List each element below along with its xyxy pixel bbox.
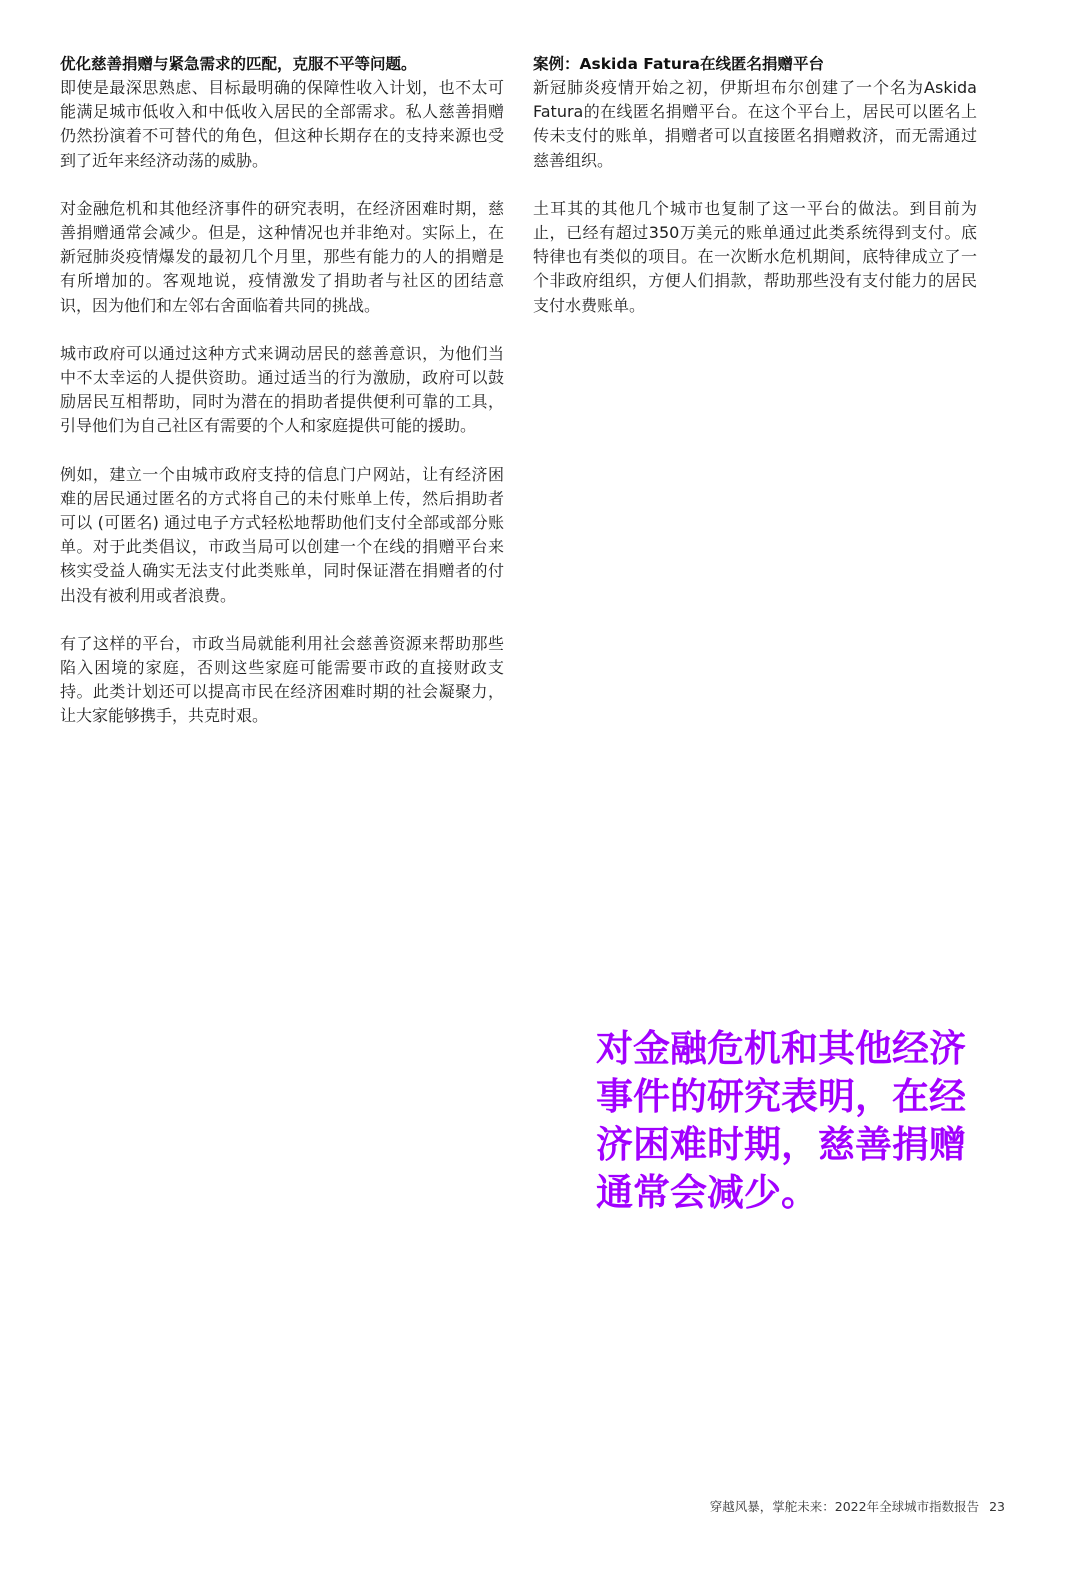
footer-report-title: 穿越风暴，掌舵未来：2022年全球城市指数报告 <box>709 1499 980 1514</box>
body-paragraph: 城市政府可以通过这种方式来调动居民的慈善意识，为他们当中不太幸运的人提供资助。通过适当的行为激励，政府可以鼓励居民互相帮助，同时为潜在的捐助者提供便利可靠的工具，引导他们为自己社区有需要的个人和家庭提供可能的援助。 <box>60 343 504 436</box>
page-footer <box>710 1497 1005 1515</box>
body-paragraph: 即使是最深思熟虑、目标最明确的保障性收入计划，也不太可能满足城市低收入和中低收入居民的全部需求。私人慈善捐赠仍然扮演着不可替代的角色，但这种长期存在的支持来源也受到了近年来经济动荡的威胁。 <box>60 78 504 170</box>
body-paragraph: 例如，建立一个由城市政府支持的信息门户网站，让有经济困难的居民通过匿名的方式将自己的未付账单上传，然后捐助者可以 (可匿名) 通过电子方式轻松地帮助他们支付全部或部分账单。对于此类倡议，市政当局可以创建一个在线的捐赠平台来核实受益人确实无法支付此类账单，同时保证潜在捐赠者的付出没有被利用或者浪费。 <box>60 464 504 605</box>
case-study-paragraph: 土耳其的其他几个城市也复制了这一平台的做法。到目前为止，已经有超过350万美元的账单通过此类系统得到支付。底特律也有类似的项目。在一次断水危机期间，底特律成立了一个非政府组织，方便人们捐款，帮助那些没有支付能力的居民支付水费账单。 <box>533 198 977 315</box>
left-column <box>60 52 504 753</box>
pull-quote: 对金融危机和其他经济事件的研究表明，在经济困难时期，慈善捐赠通常会减少。 <box>596 1027 966 1214</box>
body-paragraph: 对金融危机和其他经济事件的研究表明，在经济困难时期，慈善捐赠通常会减少。但是，这种情况也并非绝对。实际上，在新冠肺炎疫情爆发的最初几个月里，那些有能力的人的捐赠是有所增加的。客观地说，疫情激发了捐助者与社区的团结意识，因为他们和左邻右舍面临着共同的挑战。 <box>60 198 504 315</box>
page-number: 23 <box>989 1499 1005 1514</box>
case-study-paragraph: 新冠肺炎疫情开始之初，伊斯坦布尔创建了一个名为Askida Fatura的在线匿名捐赠平台。在这个平台上，居民可以匿名上传未支付的账单，捐赠者可以直接匿名捐赠救济，而无需通过慈善组织。 <box>533 78 977 170</box>
section-heading: 优化慈善捐赠与紧急需求的匹配，克服不平等问题。 <box>60 55 417 73</box>
body-paragraph: 有了这样的平台，市政当局就能利用社会慈善资源来帮助那些陷入困境的家庭，否则这些家庭可能需要市政的直接财政支持。此类计划还可以提高市民在经济困难时期的社会凝聚力，让大家能够携手，共克时艰。 <box>60 633 504 726</box>
right-column-case-study <box>533 52 977 342</box>
case-study-heading: 案例：Askida Fatura在线匿名捐赠平台 <box>533 55 824 73</box>
